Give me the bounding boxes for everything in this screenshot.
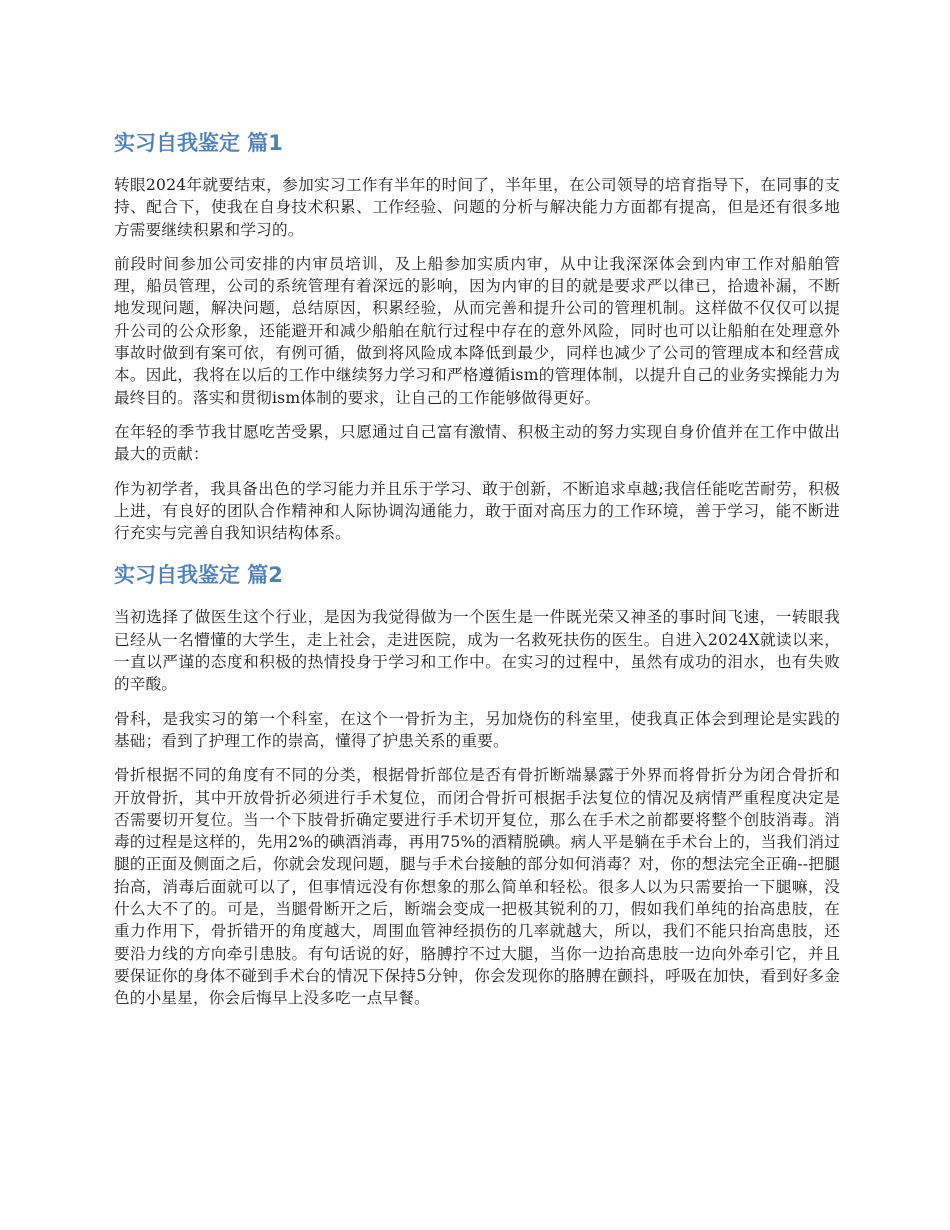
paragraph: 骨折根据不同的角度有不同的分类，根据骨折部位是否有骨折断端暴露于外界而将骨折分为闭合骨折和开放骨折，其中开放骨折必须进行手术复位，而闭合骨折可根据手法复位的情况及病情严重程度决定是否需要切开复位。当一个下肢骨折确定要进行手术切开复位，那么在手术之前都要将整个创肢消毒。消毒的过程是这样的，先用2%的碘酒消毒，再用75%的酒精脱碘。病人平是躺在手术台上的，当我们消过腿的正面及侧面之后，你就会发现问题，腿与手术台接触的部分如何消毒？对，你的想法完全正确--把腿抬高，消毒后面就可以了，但事情远没有你想象的那么简单和轻松。很多人以为只需要抬一下腿嘛，没什么大不了的。可是，当腿骨断开之后，断端会变成一把极其锐利的刀，假如我们单纯的抬高患肢，在重力作用下，骨折错开的角度越大，周围血管神经损伤的几率就越大，所以，我们不能只抬高患肢，还要沿力线的方向牵引患肢。有句话说的好，胳膊拧不过大腿，当你一边抬高患肢一边向外牵引它，并且要保证你的身体不碰到手术台的情况下保持5分钟，你会发现你的胳膊在颤抖，呼吸在加快，看到好多金色的小星星，你会后悔早上没多吃一点早餐。 (114, 766, 840, 1008)
paragraph: 骨科，是我实习的第一个科室，在这个一骨折为主，另加烧伤的科室里，使我真正体会到理论是实践的基础；看到了护理工作的崇高，懂得了护患关系的重要。 (114, 709, 840, 750)
section-heading: 实习自我鉴定 篇2 (114, 563, 283, 588)
paragraph: 当初选择了做医生这个行业，是因为我觉得做为一个医生是一件既光荣又神圣的事时间飞速，一转眼我已经从一名懵懂的大学生，走上社会，走进医院，成为一名救死扶伤的医生。自进入2024X就读以来，一直以严谨的态度和积极的热情投身于学习和工作中。在实习的过程中，虽然有成功的泪水，也有失败的辛酸。 (114, 608, 840, 694)
section-2 (114, 556, 840, 1009)
paragraph: 转眼2024年就要结束，参加实习工作有半年的时间了，半年里，在公司领导的培育指导下，在同事的支持、配合下，使我在自身技术积累、工作经验、问题的分析与解决能力方面都有提高，但是还有很多地方需要继续积累和学习的。 (114, 176, 840, 239)
document-page (114, 124, 840, 1022)
paragraph: 前段时间参加公司安排的内审员培训，及上船参加实质内审，从中让我深深体会到内审工作对船舶管理，船员管理，公司的系统管理有着深远的影响，因为内审的目的就是要求严以律已，拾遗补漏，不断地发现问题，解决问题，总结原因，积累经验，从而完善和提升公司的管理机制。这样做不仅仅可以提升公司的公众形象，还能避开和减少船舶在航行过程中存在的意外风险，同时也可以让船舶在处理意外事故时做到有案可依，有例可循，做到将风险成本降低到最少，同样也减少了公司的管理成本和经营成本。因此，我将在以后的工作中继续努力学习和严格遵循ism的管理体制，以提升自己的业务实操能力为最终目的。落实和贯彻ism体制的要求，让自己的工作能够做得更好。 (114, 254, 840, 407)
section-1 (114, 124, 840, 544)
paragraph: 在年轻的季节我甘愿吃苦受累，只愿通过自己富有激情、积极主动的努力实现自身价值并在工作中做出最大的贡献： (114, 422, 840, 464)
paragraph: 作为初学者，我具备出色的学习能力并且乐于学习、敢于创新，不断追求卓越;我信任能吃苦耐劳，积极上进，有良好的团队合作精神和人际协调沟通能力，敢于面对高压力的工作环境，善于学习，能不断进行充实与完善自我知识结构体系。 (114, 479, 840, 543)
section-heading: 实习自我鉴定 篇1 (114, 131, 283, 155)
